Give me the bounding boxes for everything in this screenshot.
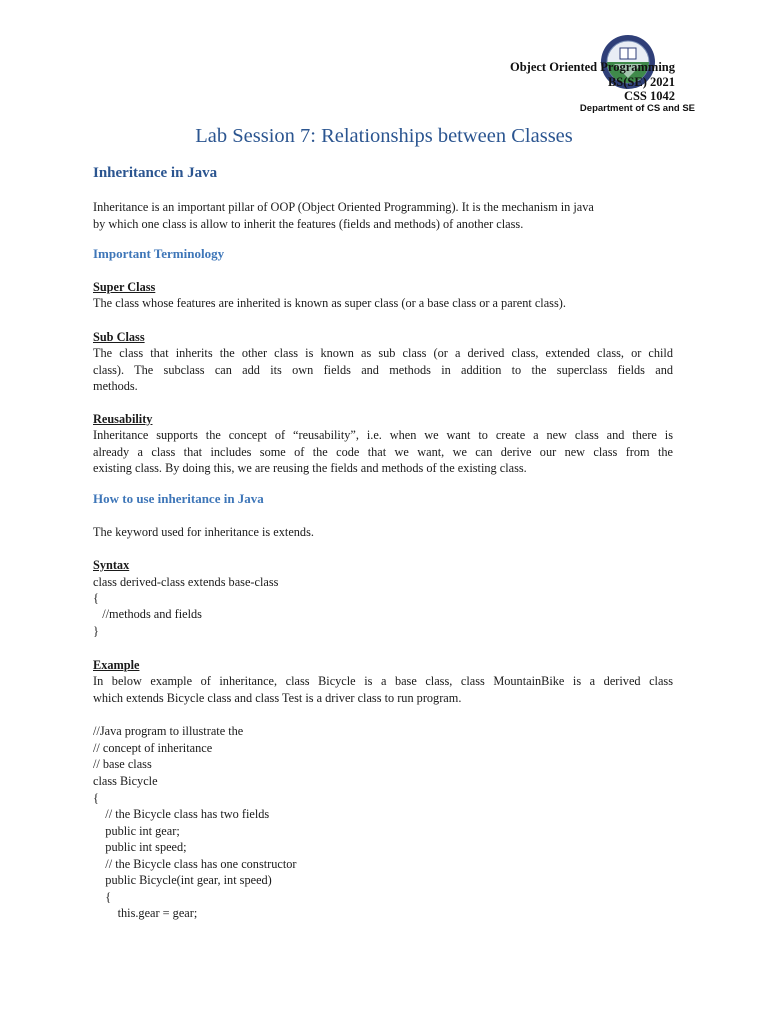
term-sub-class: Sub Class: [93, 330, 145, 344]
code-line: {: [93, 890, 112, 904]
text-line: by which one class is allow to inherit the features (fields and methods) of another class.: [93, 216, 524, 231]
text-line: Inheritance is an important pillar of OOP (Object Oriented Programming). It is the mechanism in java: [93, 200, 594, 214]
text-line: In below example of inheritance, class Bicycle is a base class, class MountainBike is a derived class: [93, 674, 673, 688]
text-line: The class that inherits the other class is known as sub class (or a derived class, extended class, or child: [93, 346, 673, 360]
syntax-label: Syntax: [93, 558, 130, 572]
syntax-line: }: [93, 624, 99, 638]
syntax-line: class derived-class extends base-class: [93, 575, 279, 589]
text-line: which extends Bicycle class and class Test is a driver class to run program.: [93, 690, 462, 705]
super-class-definition: [93, 295, 673, 312]
code-line: //Java program to illustrate the: [93, 724, 244, 738]
code-line: public Bicycle(int gear, int speed): [93, 873, 272, 887]
keyword-sentence: The keyword used for inheritance is extends.: [93, 525, 314, 539]
term-super-class: Super Class: [93, 280, 156, 294]
text-line: Inheritance supports the concept of “reusability”, i.e. when we want to create a new class and there is: [93, 428, 673, 442]
subheading-terminology: Important Terminology: [93, 246, 225, 261]
example-description: [93, 673, 673, 706]
text-line: existing class. By doing this, we are reusing the fields and methods of the existing class.: [93, 461, 527, 475]
page-title: Lab Session 7: Relationships between Classes: [195, 125, 573, 147]
code-line: {: [93, 791, 99, 805]
code-line: this.gear = gear;: [93, 906, 198, 920]
example-label: Example: [93, 658, 140, 672]
sub-class-definition: [93, 345, 673, 395]
code-line: // concept of inheritance: [93, 741, 213, 755]
code-line: // base class: [93, 757, 152, 771]
text-line: class). The subclass can add its own fields and methods in addition to the superclass fields and: [93, 362, 673, 377]
text-line: The class whose features are inherited is known as super class (or a base class or a parent class).: [93, 296, 566, 310]
code-line: public int gear;: [93, 824, 180, 838]
section-heading-inheritance: Inheritance in Java: [93, 165, 218, 181]
code-line: // the Bicycle class has two fields: [93, 807, 270, 821]
text-line: methods.: [93, 379, 138, 393]
code-line: class Bicycle: [93, 774, 158, 788]
syntax-line: //methods and fields: [93, 607, 202, 621]
syntax-line: {: [93, 591, 99, 605]
code-line: public int speed;: [93, 840, 187, 854]
text-line: already a class that includes some of the code that we want, we can derive our new class from the: [93, 444, 673, 459]
code-line: // the Bicycle class has one constructor: [93, 857, 297, 871]
department-name: Department of CS and SE: [579, 103, 695, 114]
term-reusability: Reusability: [93, 412, 153, 426]
subheading-how-to-use: How to use inheritance in Java: [93, 491, 264, 506]
course-name: Object Oriented Programming: [509, 60, 675, 74]
course-code: CSS 1042: [623, 89, 675, 103]
document-header: [510, 60, 675, 104]
reusability-definition: [93, 427, 673, 477]
intro-paragraph: [93, 199, 673, 232]
program-name: BS(SE) 2021: [607, 74, 675, 89]
